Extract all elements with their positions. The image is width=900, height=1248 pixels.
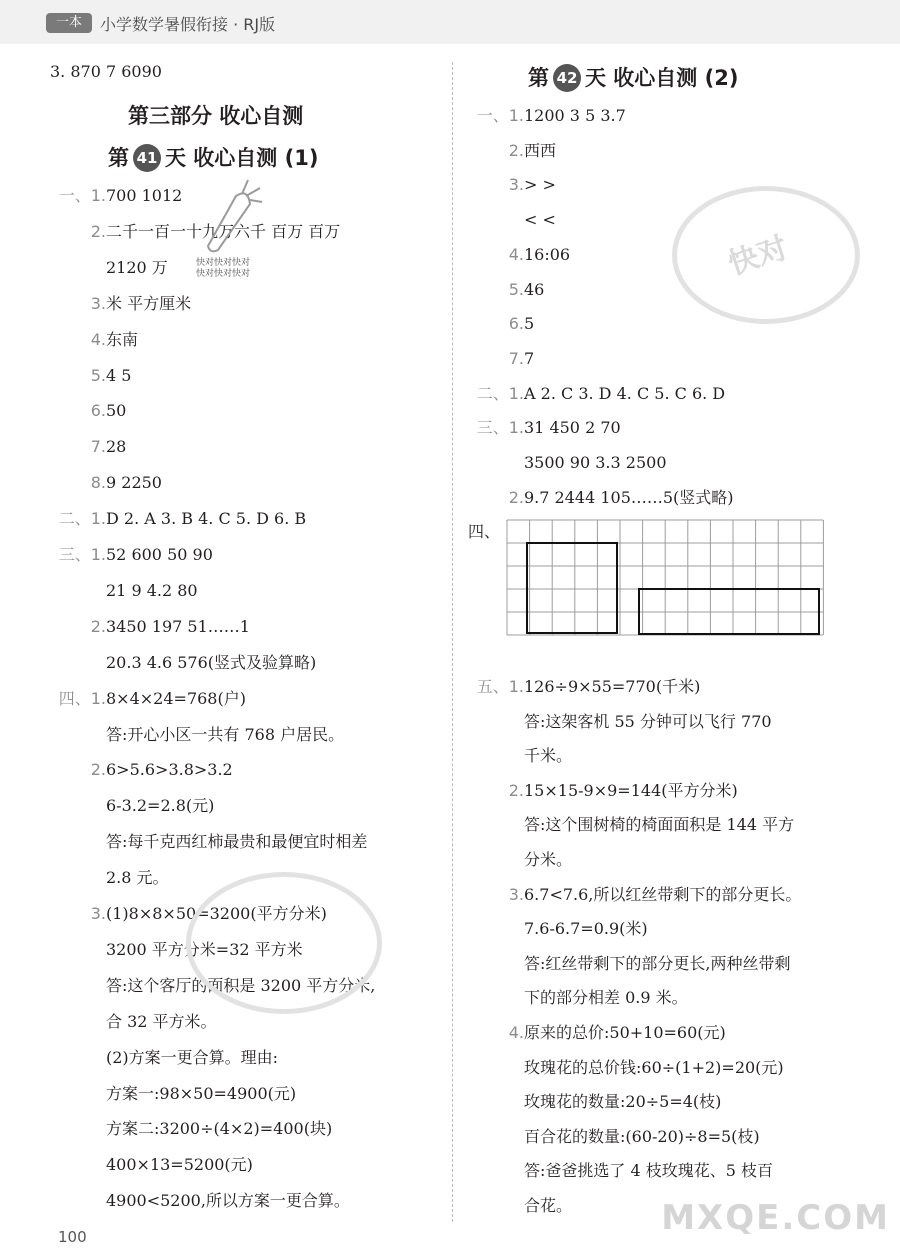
header-band xyxy=(0,0,900,44)
answer-text: 答:爸爸挑选了 4 枝玫瑰花、5 枝百 xyxy=(524,1161,774,1181)
answer-line xyxy=(466,106,626,126)
answer-line xyxy=(46,509,306,529)
answer-line xyxy=(46,1012,217,1032)
answer-line xyxy=(46,1048,278,1068)
answer-line xyxy=(466,1161,773,1181)
answer-text: 46 xyxy=(524,279,545,299)
header-title: 小学数学暑假衔接 · RJ版 xyxy=(100,15,276,34)
answer-text: 6-3.2=2.8(元) xyxy=(106,796,215,816)
answer-line xyxy=(466,280,544,300)
answer-text: 二千一百一十九万六千 百万 百万 xyxy=(106,221,341,241)
answer-line xyxy=(46,832,367,852)
item-number: 6. xyxy=(90,401,106,421)
item-number: 5. xyxy=(508,279,524,299)
answer-line xyxy=(466,850,572,870)
day-suffix: 天 收心自测 (1) xyxy=(165,146,319,170)
answer-line xyxy=(466,919,648,939)
answer-text: 答:开心小区一共有 768 户居民。 xyxy=(106,724,345,744)
answer-text: 4900<5200,所以方案一更合算。 xyxy=(106,1191,350,1211)
item-number: 3. xyxy=(508,884,524,904)
item-number: 2. xyxy=(90,221,106,241)
answer-line xyxy=(466,141,556,161)
item-number: 3. xyxy=(90,904,106,923)
day-prefix: 第 xyxy=(108,146,129,170)
answer-text: 52 600 50 90 xyxy=(106,545,213,564)
item-number: 4. xyxy=(90,329,106,349)
answer-line xyxy=(466,1196,572,1216)
answer-text: 答:这架客机 55 分钟可以飞行 770 xyxy=(524,711,772,731)
answer-text: 7 xyxy=(524,348,535,368)
answer-line xyxy=(466,175,556,195)
answer-line xyxy=(466,815,794,835)
day-42-heading xyxy=(528,62,738,92)
answer-text: 8×4×24=768(户) xyxy=(106,688,246,708)
answer-text: 3500 90 3.3 2500 xyxy=(524,453,667,472)
stamp-label: 快对 xyxy=(724,230,793,283)
square-shape xyxy=(527,543,617,633)
answer-text: 下的部分相差 0.9 米。 xyxy=(524,988,688,1008)
answer-text: 原来的总价:50+10=60(元) xyxy=(524,1023,726,1042)
answer-text: < < xyxy=(524,210,556,230)
answer-text: (1)8×8×50=3200(平方分米) xyxy=(106,904,327,923)
answer-line xyxy=(466,954,790,974)
item-number: 2. xyxy=(508,140,524,160)
item-number: 5. xyxy=(90,365,106,385)
answer-text: 玫瑰花的总价钱:60÷(1+2)=20(元) xyxy=(524,1057,784,1077)
stamp-circle-left xyxy=(186,872,382,1014)
item-number: 二、1. xyxy=(476,383,524,403)
item-number: 2. xyxy=(90,616,106,636)
item-number: 7. xyxy=(508,348,524,368)
day-suffix: 天 收心自测 (2) xyxy=(585,66,739,90)
answer-line xyxy=(466,988,688,1008)
item-number: 一、1. xyxy=(58,186,106,205)
column-divider xyxy=(452,62,453,1222)
answer-line xyxy=(46,1119,332,1139)
watermark: MXQE.COM xyxy=(661,1198,890,1238)
answer-line xyxy=(46,725,344,745)
answer-line xyxy=(466,712,772,732)
answer-line xyxy=(466,210,556,230)
item-number: 4. xyxy=(508,244,524,264)
answer-line xyxy=(46,653,316,673)
answer-line xyxy=(46,689,246,709)
answer-text: (2)方案一更合算。理由: xyxy=(106,1047,279,1067)
answer-text: 20.3 4.6 576(竖式及验算略) xyxy=(106,652,317,672)
answer-text: 6>5.6>3.8>3.2 xyxy=(106,760,233,780)
answer-line xyxy=(46,222,340,242)
answer-line xyxy=(466,781,738,801)
answer-text: 400×13=5200(元) xyxy=(106,1155,253,1175)
stamp-circle-right xyxy=(672,186,860,324)
answer-text: 答:每千克西红柿最贵和最便宜时相差 xyxy=(106,832,368,852)
answer-text: 方案二:3200÷(4×2)=400(块) xyxy=(106,1119,333,1139)
answer-text: 方案一:98×50=4900(元) xyxy=(106,1083,297,1103)
answer-text: 6.7<7.6,所以红丝带剩下的部分更长。 xyxy=(524,884,802,904)
item-number: 2. xyxy=(508,780,524,800)
answer-line xyxy=(466,349,534,369)
answer-text: 合 32 平方米。 xyxy=(106,1011,217,1031)
answer-line xyxy=(46,366,131,386)
grid-lines xyxy=(507,520,823,635)
answer-line xyxy=(46,760,233,780)
answer-text: A 2. C 3. D 4. C 5. C 6. D xyxy=(524,383,726,403)
item-number: 2. xyxy=(90,760,106,780)
answer-line xyxy=(466,1127,760,1147)
answer-line xyxy=(46,1155,253,1175)
answer-text: 米 平方厘米 xyxy=(106,293,192,313)
item-number: 2. xyxy=(508,487,524,507)
answer-line xyxy=(46,581,198,601)
answer-text: 3200 平方分米=32 平方米 xyxy=(106,939,303,959)
answer-line xyxy=(466,384,725,404)
answer-text: 28 xyxy=(106,437,127,457)
answer-text: 分米。 xyxy=(524,850,573,869)
answer-line xyxy=(46,1191,350,1211)
answer-text: 4 5 xyxy=(106,365,132,385)
answer-line xyxy=(46,473,162,493)
answer-line xyxy=(466,488,734,508)
day-number-badge: 41 xyxy=(133,144,161,172)
answer-text: 126÷9×55=770(千米) xyxy=(524,677,701,696)
item-number: 三、1. xyxy=(58,545,106,564)
day-prefix: 第 xyxy=(528,66,549,90)
answer-text: 9 2250 xyxy=(106,473,162,493)
answer-text: 15×15-9×9=144(平方分米) xyxy=(524,780,738,800)
answer-text: 9.7 2444 105……5(竖式略) xyxy=(524,487,734,507)
item-number: 二、1. xyxy=(58,509,106,529)
answer-line xyxy=(466,1058,784,1078)
answer-text: D 2. A 3. B 4. C 5. D 6. B xyxy=(106,509,307,529)
answer-text: 百合花的数量:(60-20)÷8=5(枝) xyxy=(524,1126,760,1146)
answer-text: 21 9 4.2 80 xyxy=(106,580,198,600)
answer-text: 东南 xyxy=(106,329,139,349)
page-number: 100 xyxy=(58,1228,87,1246)
answer-text: 西西 xyxy=(524,140,557,160)
answer-line xyxy=(46,401,126,421)
answer-text: 千米。 xyxy=(524,746,573,766)
answer-text: 玫瑰花的数量:20÷5=4(枝) xyxy=(524,1092,722,1112)
answer-line xyxy=(46,796,214,816)
part-title: 第三部分 收心自测 xyxy=(128,104,304,128)
answer-line xyxy=(46,545,213,565)
item-number: 6. xyxy=(508,314,524,334)
answer-text: 50 xyxy=(106,401,127,421)
answer-line xyxy=(46,437,126,457)
answer-text: 答:这个围树椅的椅面面积是 144 平方 xyxy=(524,815,795,835)
answer-line xyxy=(46,330,138,350)
item-number: 3. xyxy=(508,175,524,195)
answer-text: 2.8 元。 xyxy=(106,868,169,888)
answer-line xyxy=(46,617,250,637)
day-number-badge: 42 xyxy=(553,64,581,92)
answer-text: 3450 197 51……1 xyxy=(106,616,250,636)
answer-line xyxy=(46,1084,296,1104)
answer-line xyxy=(466,1023,726,1043)
answer-text: 7.6-6.7=0.9(米) xyxy=(524,919,648,939)
item-number: 一、1. xyxy=(476,106,524,125)
answer-line xyxy=(466,245,570,265)
logo: 一本 xyxy=(46,13,92,33)
answer-text: 答:红丝带剩下的部分更长,两种丝带剩 xyxy=(524,953,791,973)
answer-line xyxy=(46,868,169,888)
answer-line xyxy=(466,453,667,473)
answer-text: 答:这个客厅的面积是 3200 平方分米, xyxy=(106,975,376,995)
answer-text: 5 xyxy=(524,314,535,334)
left-top-line: 3. 870 7 6090 xyxy=(50,62,162,81)
answer-line xyxy=(46,258,168,278)
answer-text: 合花。 xyxy=(524,1196,573,1215)
item-number: 7. xyxy=(90,437,106,457)
answer-line xyxy=(466,314,534,334)
answer-line xyxy=(466,677,700,697)
item-number: 三、1. xyxy=(476,418,524,438)
answer-text: 700 1012 xyxy=(106,186,183,205)
answer-text: 1200 3 5 3.7 xyxy=(524,106,626,125)
answer-line xyxy=(466,1092,721,1112)
carrot-icon xyxy=(196,176,266,256)
day-41-heading xyxy=(108,142,318,172)
answer-line xyxy=(466,418,621,438)
grid-figure xyxy=(505,518,837,638)
item-number: 3. xyxy=(90,293,106,313)
item-number: 五、1. xyxy=(476,677,524,696)
answer-line xyxy=(466,885,801,905)
grid-section-label: 四、 xyxy=(468,522,501,541)
answer-line xyxy=(46,186,182,206)
answer-text: 2120 万 xyxy=(106,257,168,277)
item-number: 四、1. xyxy=(58,688,106,708)
answer-text: 16:06 xyxy=(524,244,571,264)
answer-text: 31 450 2 70 xyxy=(524,418,621,438)
item-number: 4. xyxy=(508,1023,524,1042)
answer-line xyxy=(46,294,191,314)
answer-text: > > xyxy=(524,175,556,195)
quick-answer-stamp-text: 快对快对快对 快对快对快对 xyxy=(196,258,251,279)
answer-line xyxy=(466,746,572,766)
item-number: 8. xyxy=(90,473,106,493)
